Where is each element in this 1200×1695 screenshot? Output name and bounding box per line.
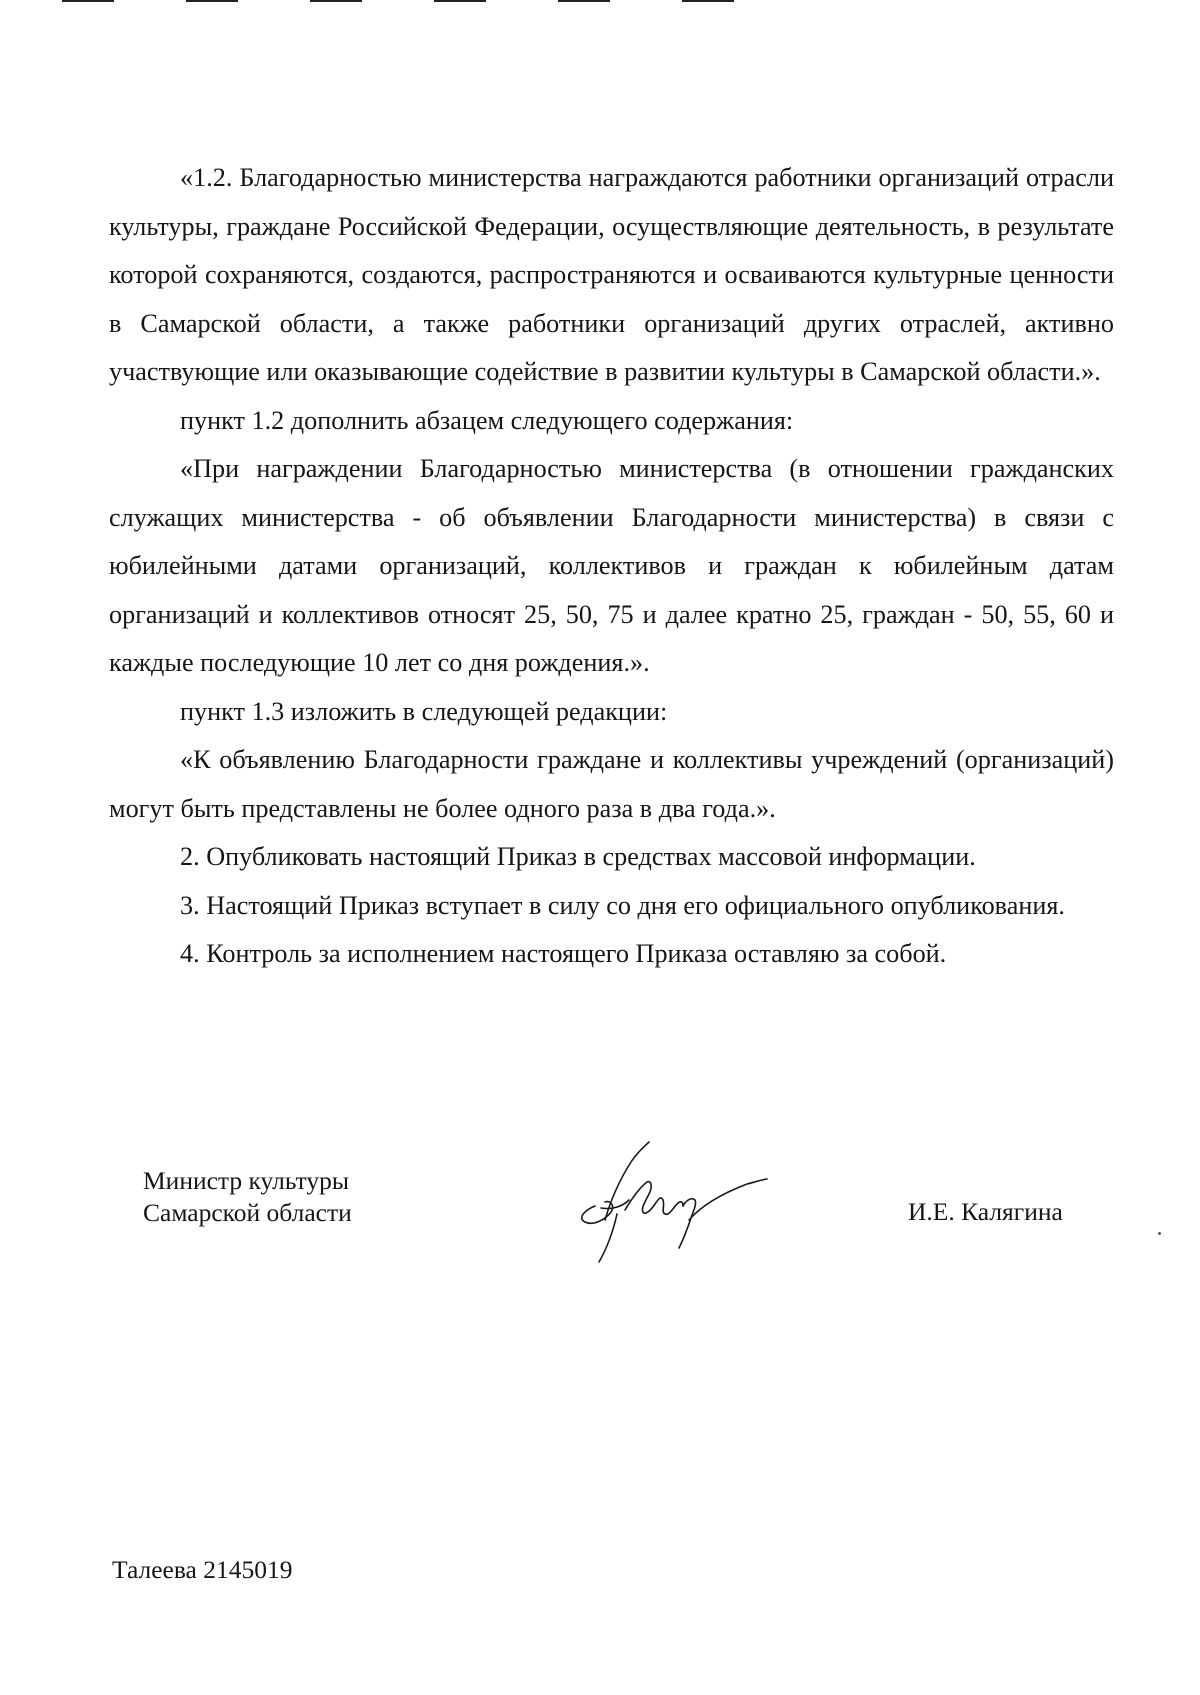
paragraph-publish: 2. Опубликовать настоящий Приказ в средствах массовой информации. bbox=[180, 842, 976, 871]
top-dash-mark bbox=[434, 0, 486, 2]
paragraph-1-2-wording: «1.2. Благодарностью министерства награждаются работники организаций отрасли культуры, граждане Российской Федерации, осуществляющие деятельность, в результате которой сохраняются, создаются, распространяются и осваиваются культурные ценности в Самарской области, а также работники организаций других отраслей, активно участвующие или оказывающие содействие в развитии культуры в Самарской области.». bbox=[109, 163, 1114, 386]
signatory-position bbox=[143, 1165, 352, 1229]
top-dash-mark bbox=[558, 0, 610, 2]
signatory-position-line-2: Самарской области bbox=[143, 1198, 352, 1227]
paragraph-frequency-limit: «К объявлению Благодарности граждане и коллективы учреждений (организаций) могут быть представлены не более одного раза в два года.». bbox=[109, 745, 1114, 823]
top-dash-mark bbox=[62, 0, 114, 2]
paragraph-jubilee-dates: «При награждении Благодарностью министерства (в отношении гражданских служащих министерства - об объявлении Благодарности министерства) в связи с юбилейными датами организаций, коллективов и граждан к юбилейным датам организаций и коллективов относят 25, 50, 75 и далее кратно 25, граждан - 50, 55, 60 и каждые последующие 10 лет со дня рождения.». bbox=[109, 454, 1114, 677]
top-dash-mark bbox=[186, 0, 238, 2]
signatory-position-line-1: Министр культуры bbox=[143, 1166, 349, 1195]
document-body bbox=[109, 154, 1114, 979]
paragraph-control: 4. Контроль за исполнением настоящего Приказа оставляю за собой. bbox=[180, 939, 947, 968]
paragraph-effective-date: 3. Настоящий Приказ вступает в силу со дня его официального опубликования. bbox=[180, 890, 1065, 920]
executor-footer: Талеева 2145019 bbox=[112, 1555, 293, 1584]
scan-speck bbox=[1158, 1232, 1161, 1235]
signer-name: И.Е. Калягина bbox=[908, 1197, 1063, 1226]
paragraph-amend-1-2: пункт 1.2 дополнить абзацем следующего содержания: bbox=[180, 405, 794, 435]
top-dash-mark bbox=[310, 0, 362, 2]
handwritten-signature bbox=[565, 1140, 775, 1265]
paragraph-amend-1-3: пункт 1.3 изложить в следующей редакции: bbox=[180, 696, 668, 726]
top-dash-mark bbox=[682, 0, 734, 2]
